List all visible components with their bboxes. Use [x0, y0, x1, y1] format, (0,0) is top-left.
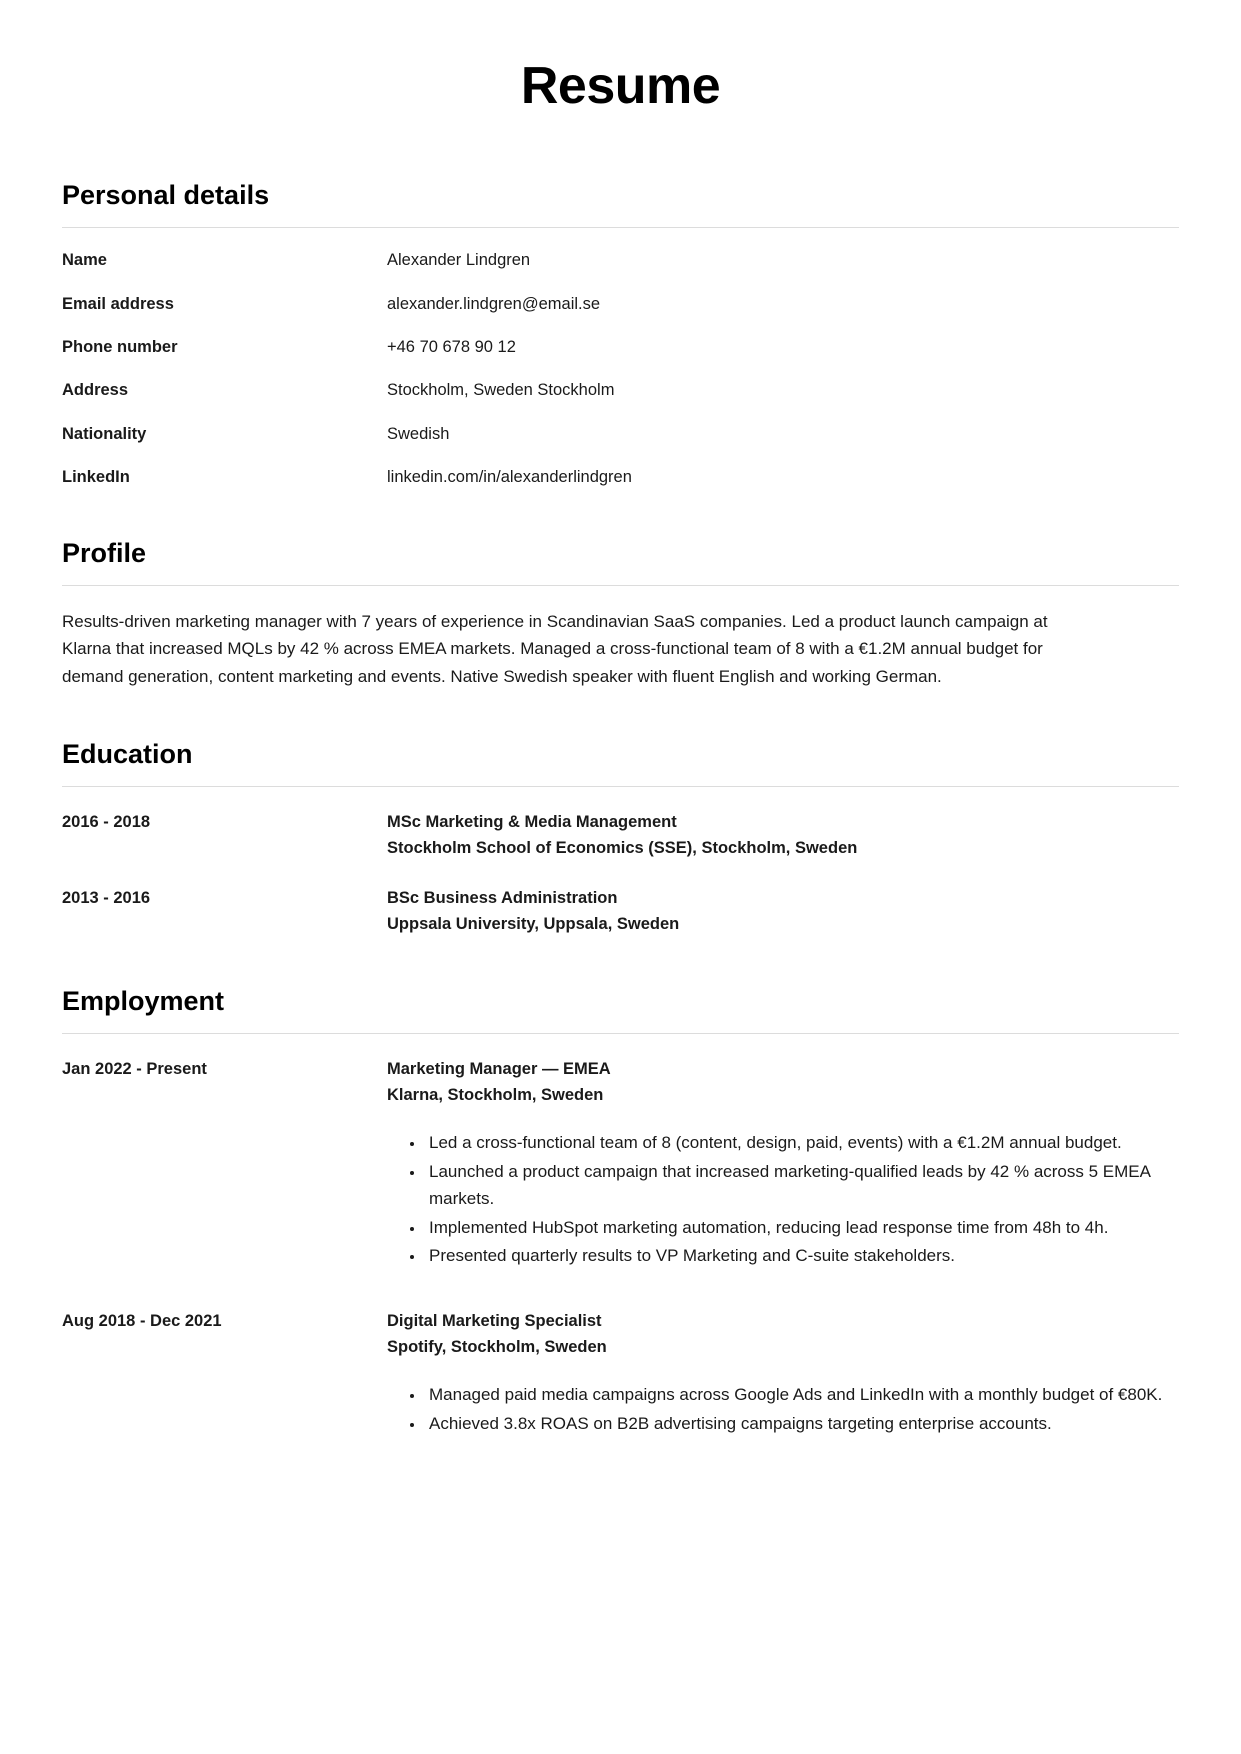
list-item: • Presented quarterly results to VP Marketing and C-suite stakeholders.	[425, 1243, 1179, 1270]
employment-body	[387, 1308, 1179, 1440]
list-item: • Launched a product campaign that increased marketing-qualified leads by 42 % across 5 EMEA markets.	[425, 1159, 1179, 1213]
detail-value: Swedish	[387, 424, 450, 443]
detail-label: LinkedIn	[62, 468, 130, 487]
employment-bullet-list	[387, 1130, 1179, 1270]
detail-value: Stockholm, Sweden Stockholm	[387, 381, 615, 400]
detail-row-linkedin	[62, 467, 1179, 488]
detail-row-phone	[62, 337, 1179, 358]
detail-row-address	[62, 380, 1179, 401]
section-title-personal-details: Personal details	[62, 180, 270, 211]
list-item: • Achieved 3.8x ROAS on B2B advertising campaigns targeting enterprise accounts.	[425, 1411, 1179, 1438]
education-body	[387, 809, 1179, 861]
list-item: • Implemented HubSpot marketing automation, reducing lead response time from 48h to 4h.	[425, 1215, 1179, 1242]
detail-value: linkedin.com/in/alexanderlindgren	[387, 468, 632, 487]
education-institution: Uppsala University, Uppsala, Sweden	[387, 915, 680, 934]
education-degree: MSc Marketing & Media Management	[387, 812, 677, 831]
profile-paragraph: Results-driven marketing manager with 7 years of experience in Scandinavian SaaS companies. Led a product launch campaign at Klarna that increased MQLs by 42 % across EMEA markets. Managed a cross-functional team of 8 with a €1.2M annual budget for demand generation, content marketing and events. Native Swedish speaker with fluent English and working German.	[62, 611, 1048, 686]
employment-company: Spotify, Stockholm, Sweden	[387, 1338, 607, 1357]
section-education	[62, 738, 1179, 937]
section-divider	[62, 1033, 1179, 1034]
education-institution: Stockholm School of Economics (SSE), Stockholm, Sweden	[387, 838, 858, 857]
section-personal-details	[62, 179, 1179, 488]
education-entry	[62, 809, 1179, 861]
detail-value: alexander.lindgren@email.se	[387, 294, 601, 313]
detail-value: +46 70 678 90 12	[387, 338, 516, 357]
employment-company: Klarna, Stockholm, Sweden	[387, 1085, 604, 1104]
section-title-employment: Employment	[62, 986, 225, 1017]
education-entry	[62, 885, 1179, 937]
employment-bullet-list	[387, 1382, 1179, 1438]
employment-role: Digital Marketing Specialist	[387, 1312, 602, 1331]
detail-row-email	[62, 294, 1179, 315]
section-title-profile: Profile	[62, 537, 147, 568]
section-divider	[62, 227, 1179, 228]
detail-label: Name	[62, 251, 107, 270]
resume-content	[0, 179, 1241, 1440]
employment-period: Aug 2018 - Dec 2021	[62, 1312, 222, 1331]
employment-period: Jan 2022 - Present	[62, 1059, 207, 1078]
employment-role: Marketing Manager — EMEA	[387, 1059, 611, 1078]
section-title-education: Education	[62, 739, 193, 770]
detail-value: Alexander Lindgren	[387, 251, 531, 270]
page-title: Resume	[520, 57, 721, 115]
education-degree: BSc Business Administration	[387, 888, 618, 907]
employment-entry	[62, 1308, 1179, 1440]
detail-label: Phone number	[62, 338, 178, 357]
education-body	[387, 885, 1179, 937]
education-period: 2013 - 2016	[62, 888, 151, 907]
education-period: 2016 - 2018	[62, 812, 151, 831]
employment-entry	[62, 1056, 1179, 1272]
list-item: • Managed paid media campaigns across Google Ads and LinkedIn with a monthly budget of €80K.	[425, 1382, 1179, 1409]
detail-label: Address	[62, 381, 129, 400]
detail-label: Nationality	[62, 424, 147, 443]
section-divider	[62, 786, 1179, 787]
section-employment	[62, 985, 1179, 1440]
employment-body	[387, 1056, 1179, 1272]
list-item: • Led a cross-functional team of 8 (content, design, paid, events) with a €1.2M annual budget.	[425, 1130, 1179, 1157]
section-divider	[62, 585, 1179, 586]
detail-row-name	[62, 250, 1179, 271]
detail-label: Email address	[62, 294, 174, 313]
detail-row-nationality	[62, 424, 1179, 445]
section-profile	[62, 537, 1179, 690]
